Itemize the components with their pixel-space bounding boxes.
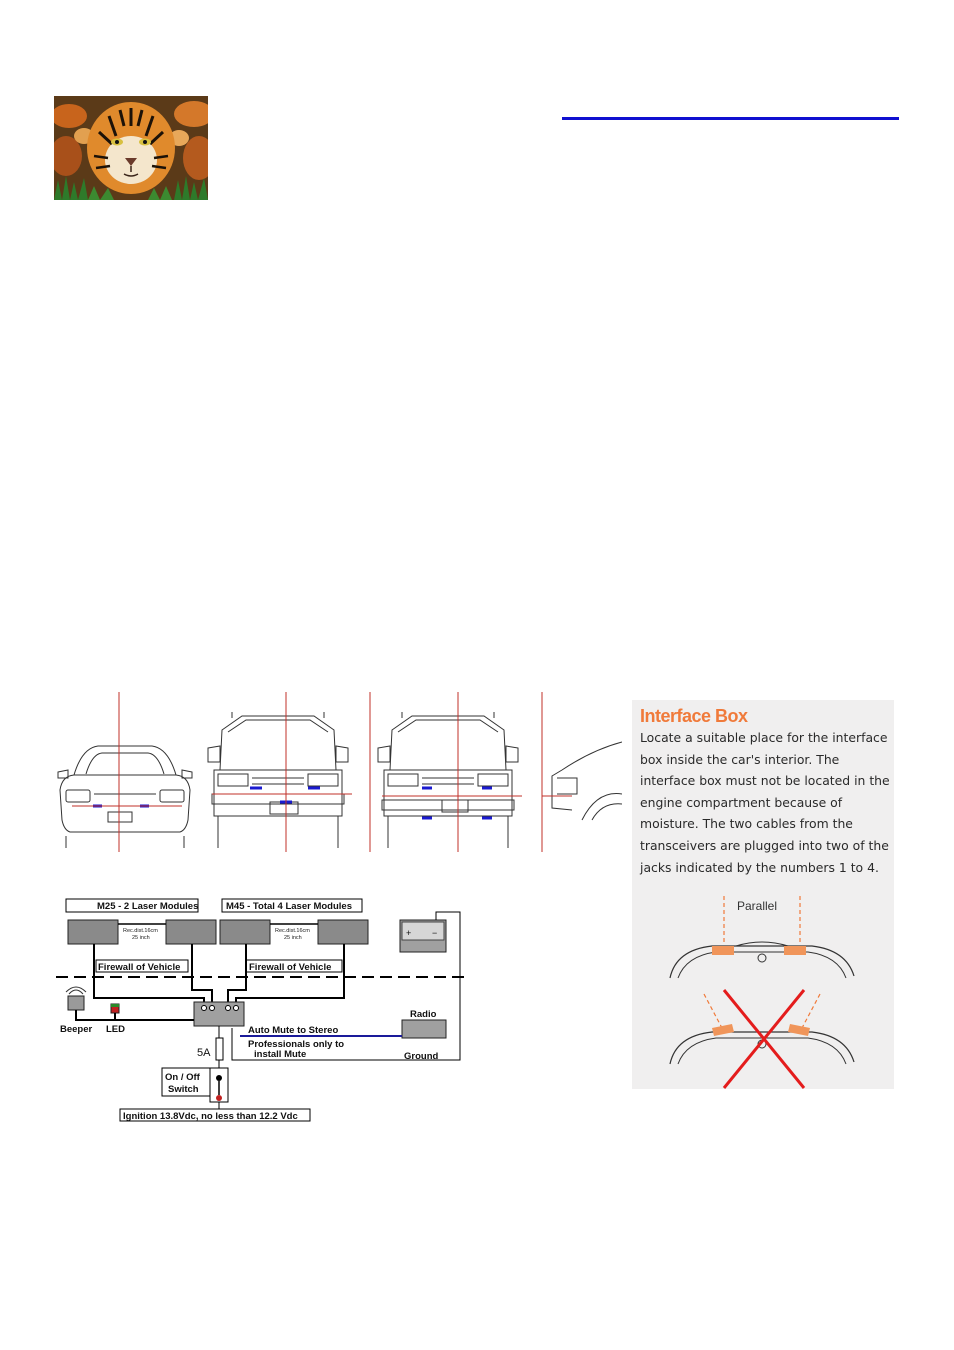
wiring-diagram <box>56 890 466 1125</box>
rec-distance-label-1: Rec.dist.16cm <box>123 928 158 934</box>
professionals-line-1: Professionals only to <box>248 1039 345 1050</box>
sensor-marks-truck-1 <box>250 788 320 802</box>
module-group-m45 <box>220 899 368 944</box>
parallel-label: Parallel <box>737 899 778 913</box>
beeper-label: Beeper <box>60 1024 93 1035</box>
module-cables <box>94 944 344 1006</box>
m25-label: M25 - 2 Laser Modules <box>97 901 199 912</box>
sensor-marks-truck-2 <box>422 788 492 818</box>
header-rule <box>562 117 899 120</box>
interface-box-title: Interface Box <box>640 706 748 726</box>
vehicle-truck-2 <box>378 712 518 848</box>
fuse-and-switch <box>162 1026 228 1110</box>
vehicle-side-partial <box>552 742 622 820</box>
interface-box-unit <box>194 1002 244 1026</box>
rec-distance-label-2: Rec.dist.16cm <box>275 928 310 934</box>
vehicle-mounting-diagram <box>52 690 622 855</box>
beeper <box>60 987 194 1035</box>
ground-label: Ground <box>404 1051 439 1062</box>
svg-text:−: − <box>432 928 438 938</box>
incorrect-cross-icon <box>724 990 804 1088</box>
fuse-label: 5A <box>197 1047 211 1059</box>
tiger-face <box>87 102 175 194</box>
vehicle-truck-1 <box>208 712 348 848</box>
guide-lines <box>72 692 572 852</box>
interface-box-panel <box>632 700 894 1089</box>
radio-label: Radio <box>410 1009 437 1020</box>
correct-parallel <box>670 896 854 978</box>
firewall-label-1: Firewall of Vehicle <box>98 962 181 973</box>
interface-box-text: Locate a suitable place for the interface box inside the car's interior. The interface box must not be located in the engine compartment because of moisture. The two cables from the transceivers are plugged into two of the jacks indicated by the numbers 1 to 4. <box>640 730 890 875</box>
tiger-photo <box>54 96 208 200</box>
ignition-label: Ignition 13.8Vdc, no less than 12.2 Vdc <box>123 1111 298 1122</box>
m45-label: M45 - Total 4 Laser Modules <box>226 901 352 912</box>
incorrect-angled <box>670 990 854 1088</box>
mounting-angle-diagram <box>632 880 894 1089</box>
firewall-label-2: Firewall of Vehicle <box>249 962 332 973</box>
led-label: LED <box>106 1024 125 1035</box>
rec-distance-inch-label-2: 25 inch <box>284 935 302 941</box>
vehicle-sedan <box>58 746 192 848</box>
auto-mute-label: Auto Mute to Stereo <box>248 1025 339 1036</box>
svg-text:+: + <box>406 928 412 938</box>
professionals-line-2: install Mute <box>254 1049 307 1060</box>
switch-label-2: Switch <box>168 1084 199 1095</box>
module-group-m25 <box>66 899 216 944</box>
rec-distance-inch-label-1: 25 inch <box>132 935 150 941</box>
switch-label-1: On / Off <box>165 1072 200 1083</box>
